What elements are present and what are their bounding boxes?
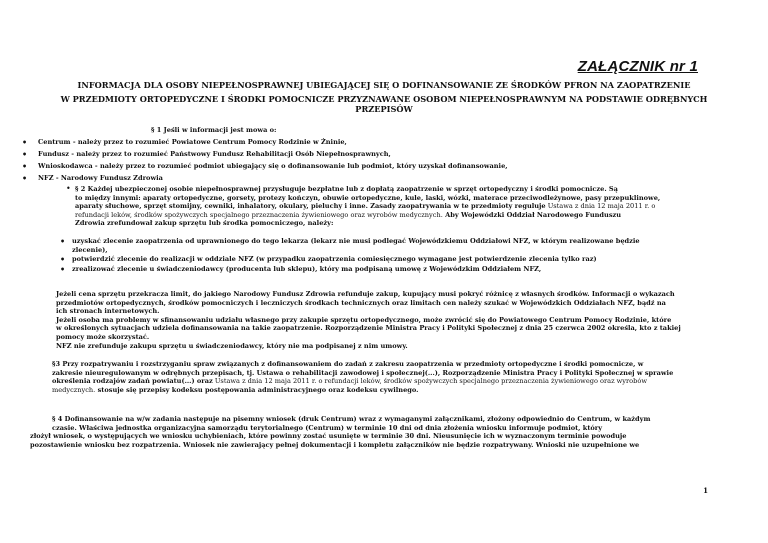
page-number: 1: [703, 486, 708, 495]
title-line-2: W PRZEDMIOTY ORTOPEDYCZNE I ŚRODKI POMOCNICZE PRZYZNAWANE OSOBOM NIEPEŁNOSPRAWNYM NA PODSTAWIE ODRĘBNYCH: [60, 94, 708, 104]
section-2-paragraph: [66, 184, 715, 228]
body-line: ich stronach internetowych.: [56, 307, 160, 316]
title-line-3: PRZEPISÓW: [355, 104, 413, 114]
section-3-line: §3 Przy rozpatrywaniu i rozstrzyganiu spraw związanych z dofinansowaniem do zadań z zakresu zaopatrzenia w przedmioty ortopedyczne i środki pomocnicze, w: [52, 360, 644, 368]
body-line: pomocy może skorzystać.: [56, 332, 150, 341]
refund-steps-list: [60, 237, 720, 274]
section-4-line: § 4 Dofinansowanie na w/w zadania następuje na pisemny wniosek (druk Centrum) wraz z wymaganymi załącznikami, złożony odpowiednio do Centrum, w każdym: [52, 415, 651, 423]
section-2-line: refundacji leków, środków spożywczych specjalnego przeznaczenia żywieniowego oraz wyrobów medycznych. Aby Wojewódzki Oddział Narodowego Funduszu: [75, 210, 622, 219]
body-line: w określonych sytuacjach udziela dofinansowania na takie zaopatrzenie. Rozporządzenie Ministra Pracy i Polityki Społecznej z dnia 25 czerwca 2002 określa, kto z takiej: [56, 324, 681, 333]
section-3-line: medycznych. stosuje się przepisy kodeksu postępowania administracyjnego oraz kodeksu cywilnego.: [52, 385, 419, 394]
definition-item: • Wnioskodawca - należy przez to rozumieć podmiot ubiegający się o dofinansowanie lub podmiot, który uzyskał dofinansowanie,: [22, 160, 712, 172]
section-3-paragraph: [52, 360, 720, 394]
refund-step: • potwierdzić zlecenie do realizacji w oddziale NFZ (w przypadku zaopatrzenia comiesięcznego wymagane jest potwierdzenie zlecenia tylko raz): [60, 255, 720, 264]
title-line-1: INFORMACJA DLA OSOBY NIEPEŁNOSPRAWNEJ UBIEGAJĄCEJ SIĘ O DOFINANSOWANIE ZE ŚRODKÓW PFRON NA ZAOPATRZENIE: [77, 80, 691, 90]
section-4-line: złożył wniosek, o występujących we wniosku uchybieniach, które powinny zostać usunięte w terminie 30 dni. Nieusunięcie ich w wyznaczonym terminie powoduje: [30, 432, 627, 441]
attachment-label: ZAŁĄCZNIK nr 1: [577, 58, 698, 75]
definition-item: • Fundusz - należy przez to rozumieć Państwowy Fundusz Rehabilitacji Osób Niepełnosprawnych,: [22, 148, 712, 160]
section-3-line: zakresie nieuregulowanym w odrębnych przepisach, tj. Ustawa o rehabilitacji zawodowej i społecznej(...), Rozporządzenie Ministra Pracy i Polityki Społecznej w sprawie: [52, 368, 674, 377]
body-line: NFZ nie zrefunduje zakupu sprzętu u świadczeniodawcy, który nie ma podpisanej z nim umowy.: [56, 341, 408, 350]
body-line: przedmiotów ortopedycznych, środków pomocniczych i leczniczych środkach technicznych oraz limitach cen należy szukać w Wojewódzkich Oddziałach NFZ, bądź na: [56, 298, 666, 307]
section-2-line: § 2 Każdej ubezpieczonej osobie niepełnosprawnej przysługuje bezpłatne lub z dopłatą zaopatrzenie w sprzęt ortopedyczny i środki pomocnicze. Są: [75, 185, 618, 193]
refund-step: • uzyskać zlecenie zaopatrzenia od uprawnionego do tego lekarza (lekarz nie musi podlegać Wojewódzkiemu Oddziałowi NFZ, w którym realizowane będzie zlecenie),: [60, 237, 720, 255]
refund-step: • zrealizować zlecenie u świadczeniodawcy (producenta lub sklepu), który ma podpisaną umowę z Wojewódzkim Oddziałem NFZ,: [60, 265, 720, 274]
body-line: Jeżeli osoba ma problemy w sfinansowaniu udziału własnego przy zakupie sprzętu ortopedycznego, może zwrócić się do Powiatowego Centrum Pomocy Rodzinie, które: [56, 315, 672, 324]
definition-item: • Centrum - należy przez to rozumieć Powiatowe Centrum Pomocy Rodzinie w Żninie,: [22, 136, 712, 148]
section-4-line: czasie. Właściwa jednostka organizacyjna samorządu terytorialnego (Centrum) w terminie 10 dni od dnia złożenia wniosku informuje podmiot, który: [52, 423, 603, 432]
section-2-line: aparaty słuchowe, sprzęt stomijny, cewniki, inhalatory, okulary, pieluchy i inne. Zasady zaopatrywania w te przedmioty reguluje Ustawa z dnia 12 maja 2011 r. o: [75, 202, 656, 211]
section-4-paragraph: [30, 415, 730, 449]
section-1-intro: § 1 Jeśli w informacji jest mowa o:: [151, 126, 277, 134]
section-2-body: [56, 290, 721, 350]
section-2-line: to między innymi: aparaty ortopedyczne, gorsety, protezy kończyn, obuwie ortopedyczne, kule, laski, wózki, materace przeciwodleżynowe, pasy przepuklinowe,: [75, 193, 661, 202]
section-2-line: Zdrowia zrefundował zakup sprzętu lub środka pomocniczego, należy:: [75, 219, 334, 228]
definition-item: • NFZ - Narodowy Fundusz Zdrowia: [22, 172, 712, 184]
section-4-line: pozostawienie wniosku bez rozpatrzenia. Wniosek nie zawierający pełnej dokumentacji i kompletu załączników nie będzie rozpatrywany. Wnioski nie uzupełnione we: [30, 440, 640, 449]
definitions-list: [22, 136, 712, 184]
bullet: •: [66, 184, 71, 193]
section-3-line: określenia rodzajów zadań powiatu(...) oraz Ustawa z dnia 12 maja 2011 r. o refundacji leków, środków spożywczych specjalnego przeznaczenia żywieniowego oraz wyrobów: [52, 377, 647, 386]
body-line: Jeżeli cena sprzętu przekracza limit, do jakiego Narodowy Fundusz Zdrowia refunduje zakup, kupujący musi pokryć różnicę z własnych środków. Informacji o wykazach: [56, 290, 675, 298]
